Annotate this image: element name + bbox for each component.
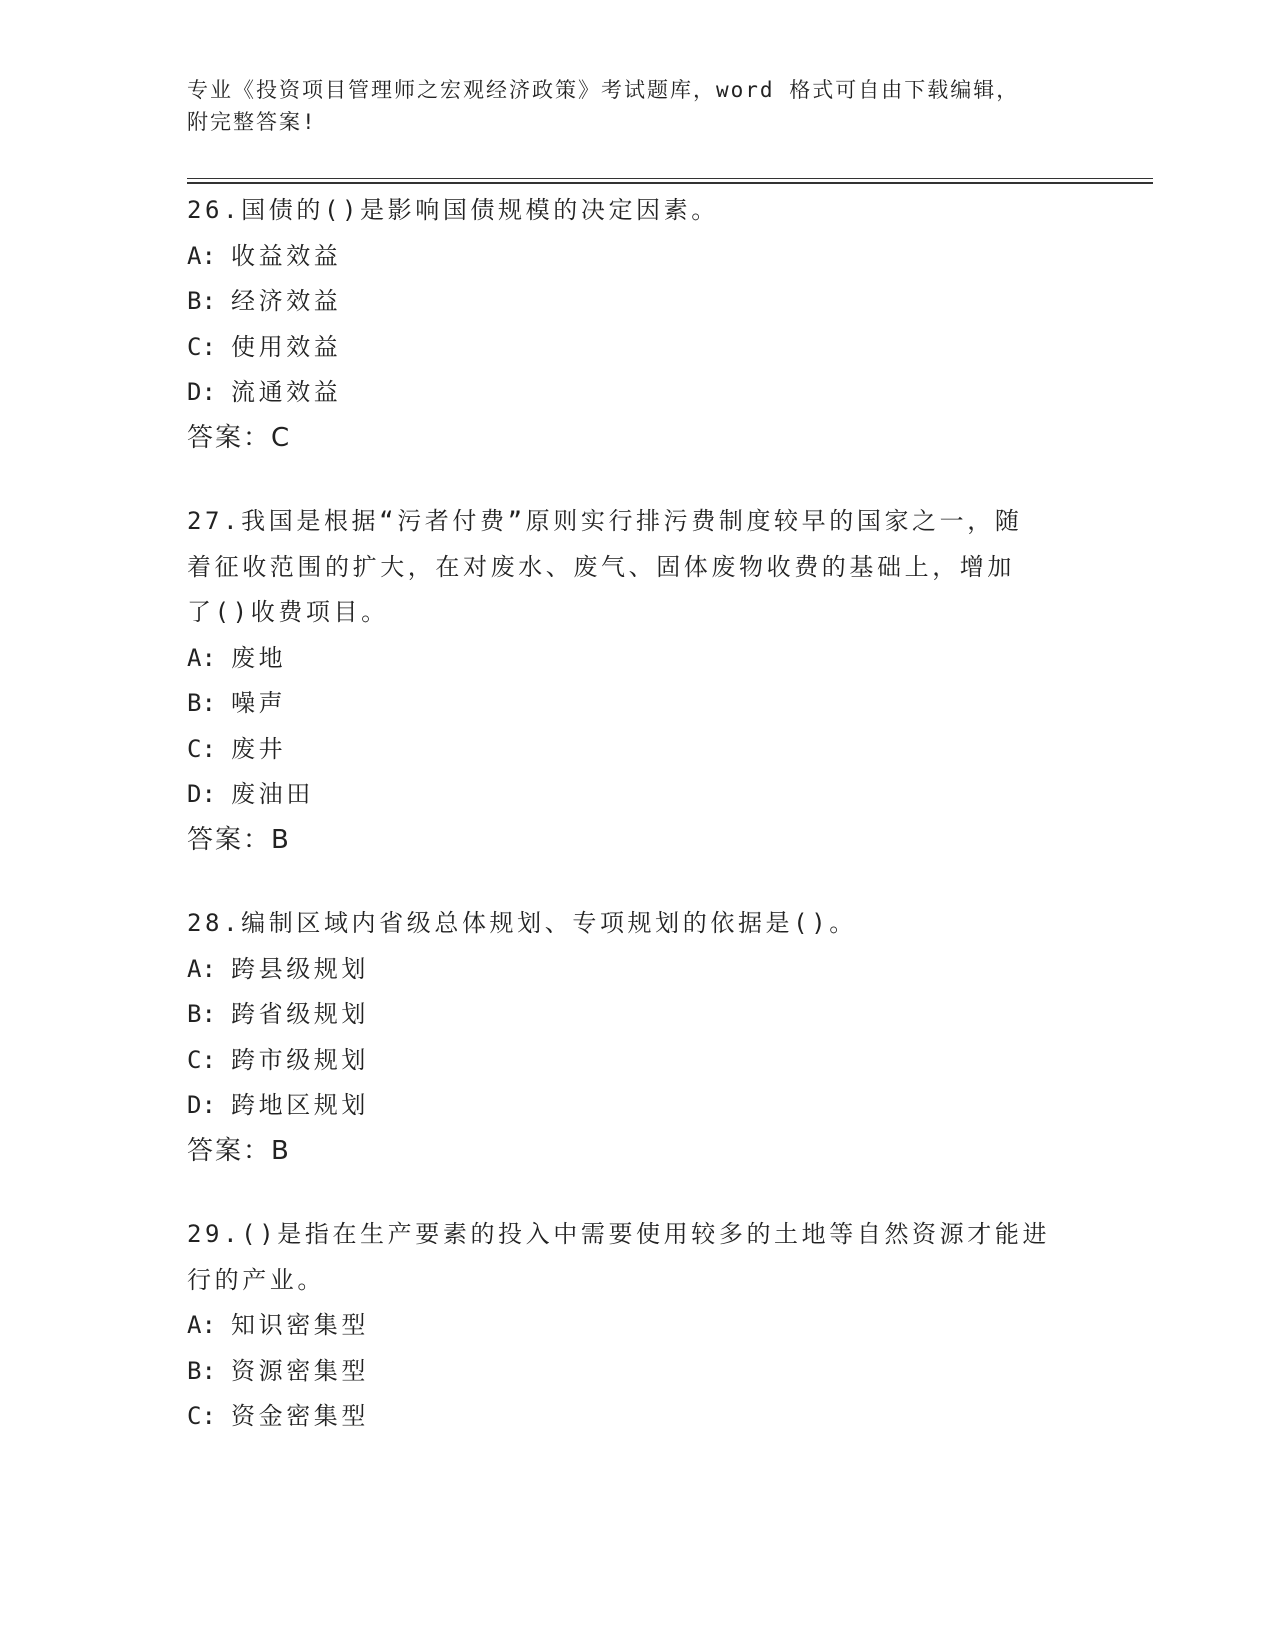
option-b	[187, 992, 1087, 1038]
option-text: 跨市级规划	[231, 1045, 369, 1074]
question-stem-line: 了()收费项目。	[187, 598, 389, 626]
question-28	[187, 901, 1087, 1174]
option-b	[187, 1349, 1087, 1395]
header-divider-thin	[187, 178, 1153, 179]
answer-line: 答案：C	[187, 422, 292, 453]
question-29	[187, 1212, 1087, 1440]
option-letter: C:	[187, 1402, 216, 1430]
option-letter: A:	[187, 954, 216, 983]
option-letter: B:	[187, 689, 216, 717]
option-c	[187, 1038, 1087, 1084]
option-d	[187, 370, 1087, 416]
option-text: 使用效益	[231, 332, 342, 361]
option-letter: D:	[187, 780, 216, 808]
option-letter: B:	[187, 287, 216, 315]
question-stem-line: 29.()是指在生产要素的投入中需要使用较多的土地等自然资源才能进	[187, 1220, 1051, 1248]
option-letter: A:	[187, 241, 216, 270]
option-a	[187, 1303, 1087, 1349]
question-stem-line: 行的产业。	[187, 1265, 325, 1294]
question-27	[187, 499, 1087, 863]
question-stem-line: 27.我国是根据“污者付费”原则实行排污费制度较早的国家之一，随	[187, 507, 1023, 535]
option-a	[187, 234, 1087, 280]
option-text: 噪声	[231, 689, 287, 717]
option-d	[187, 772, 1087, 818]
option-letter: B:	[187, 1000, 216, 1028]
option-text: 流通效益	[231, 378, 342, 406]
option-letter: A:	[187, 643, 216, 672]
option-text: 跨县级规划	[231, 954, 369, 983]
option-text: 经济效益	[231, 287, 342, 315]
option-text: 废地	[231, 643, 287, 672]
question-stem-line: 着征收范围的扩大，在对废水、废气、固体废物收费的基础上，增加	[187, 552, 1015, 581]
question-list	[187, 188, 1087, 1478]
header-line-1: 专业《投资项目管理师之宏观经济政策》考试题库，word 格式可自由下载编辑，	[187, 78, 1020, 102]
option-letter: C:	[187, 332, 216, 361]
answer-line: 答案：B	[187, 1135, 291, 1166]
option-letter: C:	[187, 734, 216, 763]
option-c	[187, 1394, 1087, 1440]
option-text: 知识密集型	[231, 1311, 369, 1339]
option-b	[187, 681, 1087, 727]
answer-line: 答案：B	[187, 824, 291, 855]
option-a	[187, 636, 1087, 682]
option-b	[187, 279, 1087, 325]
option-d	[187, 1083, 1087, 1129]
header-divider-thick	[187, 182, 1153, 184]
question-stem: 28.编制区域内省级总体规划、专项规划的依据是()。	[187, 909, 857, 937]
option-c	[187, 325, 1087, 371]
option-a	[187, 947, 1087, 993]
document-header	[187, 74, 1067, 138]
option-text: 资源密集型	[231, 1356, 369, 1385]
option-letter: D:	[187, 1091, 216, 1119]
option-c	[187, 727, 1087, 773]
option-text: 废油田	[231, 780, 314, 808]
option-letter: C:	[187, 1045, 216, 1074]
option-letter: B:	[187, 1356, 216, 1385]
option-letter: A:	[187, 1311, 216, 1339]
option-text: 废井	[231, 734, 287, 763]
question-26	[187, 188, 1087, 461]
option-text: 收益效益	[231, 241, 342, 270]
option-letter: D:	[187, 378, 216, 406]
question-stem: 26.国债的()是影响国债规模的决定因素。	[187, 196, 719, 224]
header-line-2: 附完整答案!	[187, 110, 317, 134]
option-text: 资金密集型	[231, 1402, 369, 1430]
option-text: 跨省级规划	[231, 1000, 369, 1028]
option-text: 跨地区规划	[231, 1091, 369, 1119]
